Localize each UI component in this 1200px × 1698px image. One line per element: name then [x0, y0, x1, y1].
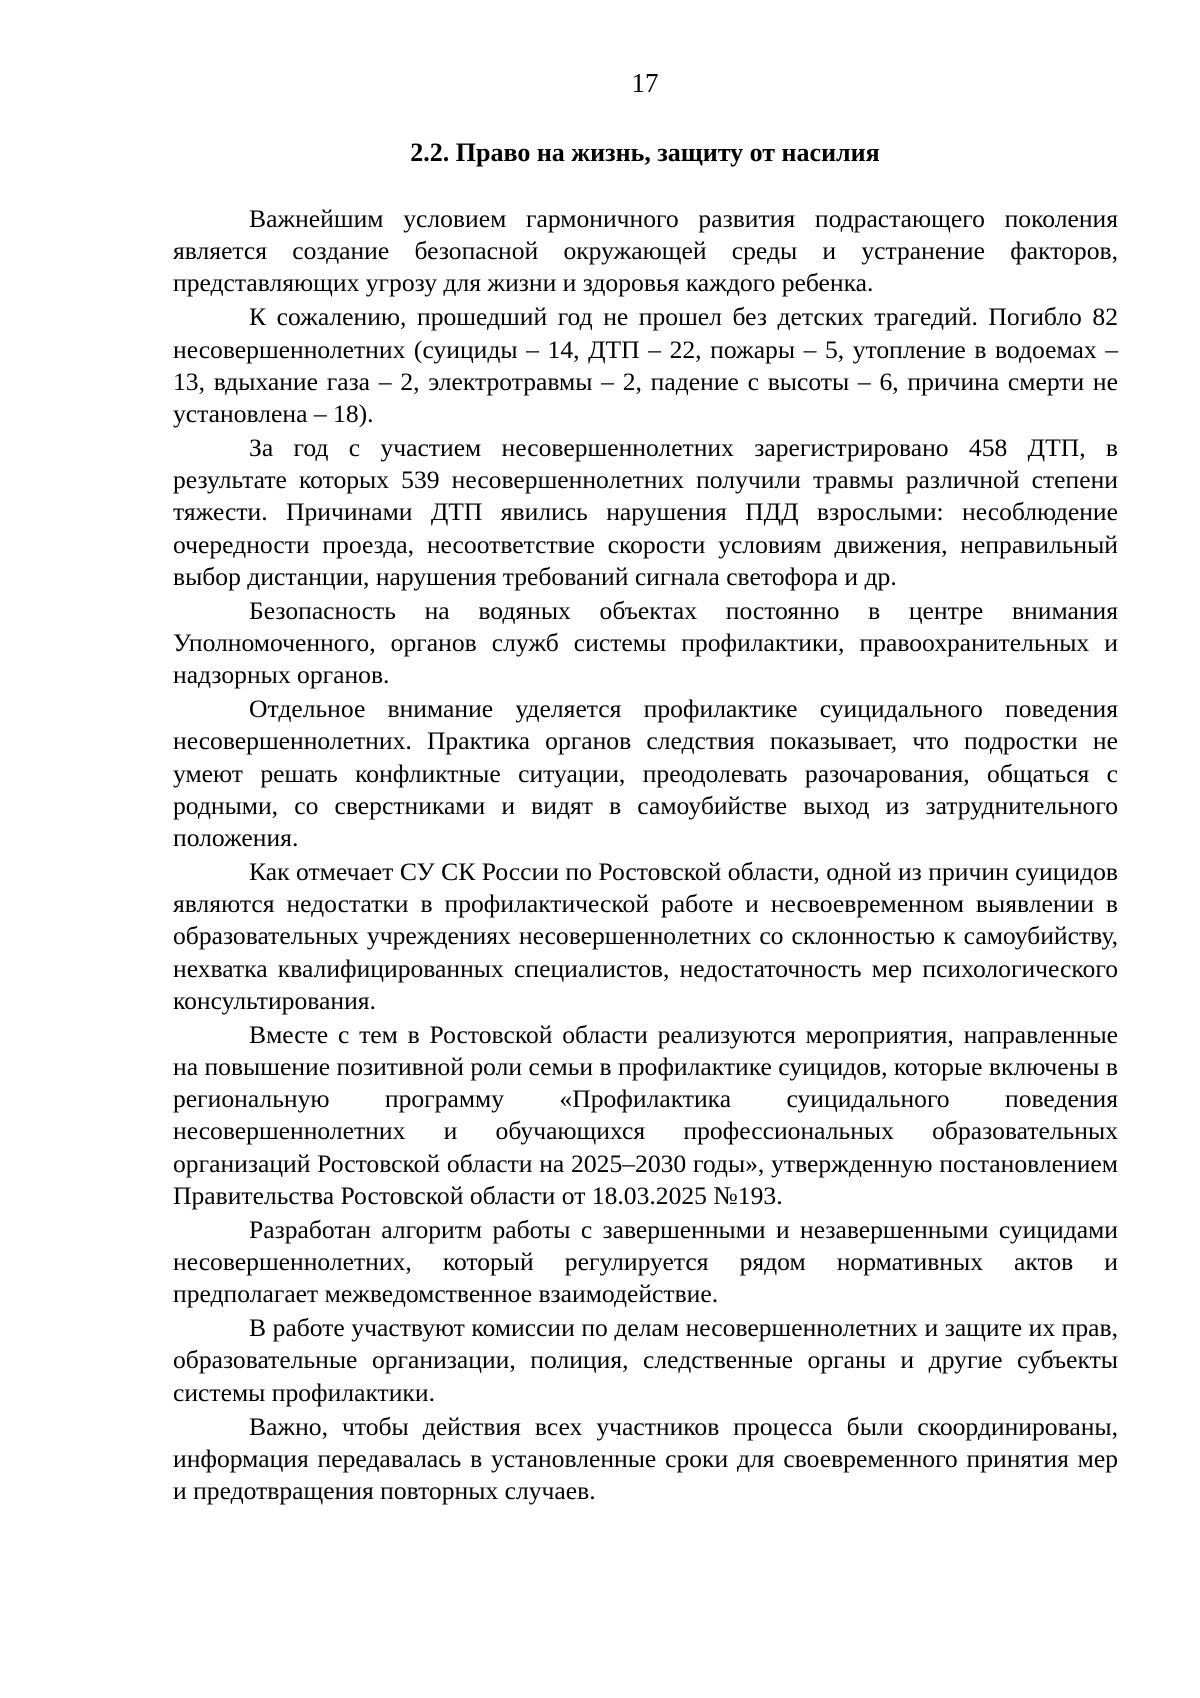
paragraph: Отдельное внимание уделяется профилактике суицидального поведения несовершеннолетних. Практика органов следствия показывает, что подростки не умеют решать конфликтные ситуации, преодолевать разочарования, общаться с родными, со сверстниками и видят в самоубийстве выход из затруднительного положения.	[173, 694, 1118, 853]
paragraph: К сожалению, прошедший год не прошел без детских трагедий. Погибло 82 несовершеннолетних (суициды – 14, ДТП – 22, пожары – 5, утопление в водоемах – 13, вдыхание газа – 2, электротравмы – 2, падение с высоты – 6, причина смерти не установлена – 18).	[173, 302, 1118, 429]
paragraph: Как отмечает СУ СК России по Ростовской области, одной из причин суицидов являются недостатки в профилактической работе и несвоевременном выявлении в образовательных учреждениях несовершеннолетних со склонностью к самоубийству, нехватка квалифицированных специалистов, недостаточность мер психологического консультирования.	[173, 857, 1118, 1015]
paragraph: Вместе с тем в Ростовской области реализуются мероприятия, направленные на повышение позитивной роли семьи в профилактике суицидов, которые включены в региональную программу «Профилактика суицидального поведения несовершеннолетних и обучающихся профессиональных образовательных организаций Ростовской области на 2025–2030 годы», утвержденную постановлением Правительства Ростовской области от 18.03.2025 №193.	[173, 1019, 1118, 1210]
paragraph: Важнейшим условием гармоничного развития подрастающего поколения является создание безопасной окружающей среды и устранение факторов, представляющих угрозу для жизни и здоровья каждого ребенка.	[173, 204, 1118, 298]
paragraph: Безопасность на водяных объектах постоянно в центре внимания Уполномоченного, органов служб системы профилактики, правоохранительных и надзорных органов.	[173, 595, 1118, 690]
body-text	[173, 203, 1118, 1509]
paragraph: За год с участием несовершеннолетних зарегистрировано 458 ДТП, в результате которых 539 несовершеннолетних получили травмы различной степени тяжести. Причинами ДТП явились нарушения ПДД взрослыми: несоблюдение очередности проезда, несоответствие скорости условиям движения, неправильный выбор дистанции, нарушения требований сигнала светофора и др.	[173, 433, 1118, 591]
paragraph: Разработан алгоритм работы с завершенными и незавершенными суицидами несовершеннолетних, который регулируется рядом нормативных актов и предполагает межведомственное взаимодействие.	[173, 1214, 1118, 1309]
paragraph: Важно, чтобы действия всех участников процесса были скоординированы, информация передавалась в установленные сроки для своевременного принятия мер и предотвращения повторных случаев.	[173, 1411, 1118, 1506]
page-number: 17	[631, 68, 659, 98]
section-title: 2.2. Право на жизнь, защиту от насилия	[410, 138, 880, 167]
paragraph: В работе участвуют комиссии по делам несовершеннолетних и защите их прав, образовательные организации, полиция, следственные органы и другие субъекты системы профилактики.	[173, 1313, 1118, 1407]
